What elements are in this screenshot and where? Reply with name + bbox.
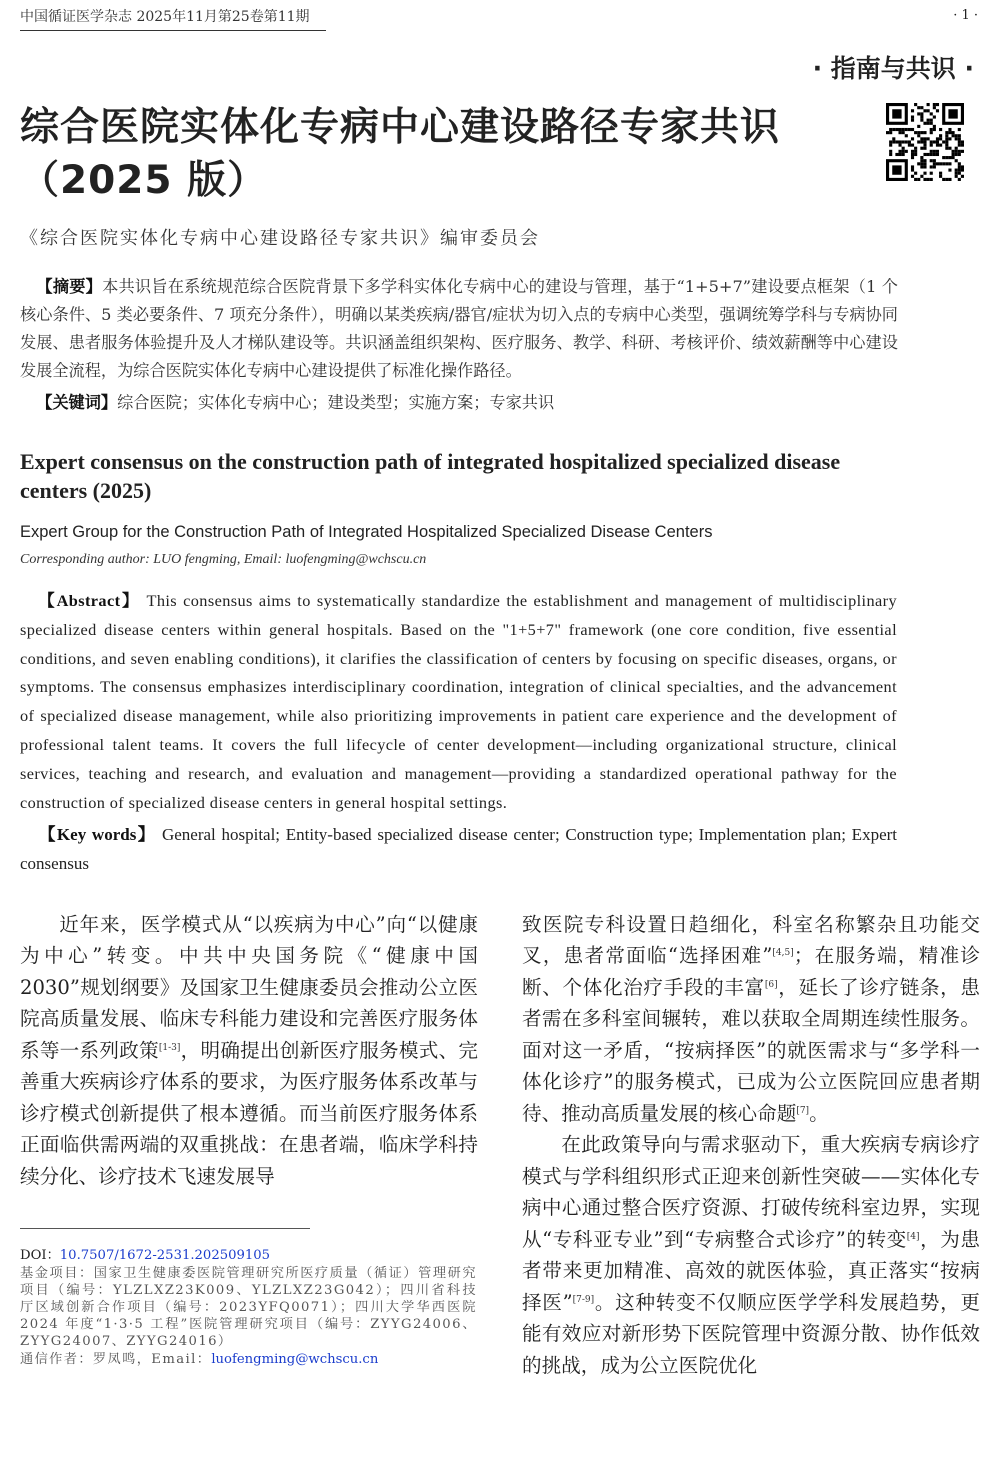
- keywords-label: 【关键词】: [36, 393, 118, 412]
- text: 致医院专科设置日趋细化，科室名称繁杂且功能交叉，患者常面临“选择困难”: [522, 912, 980, 968]
- page-number: · 1 ·: [953, 8, 978, 23]
- text: 。这种转变不仅顺应医学学科发展趋势，更能有效应对新形势下医院管理中资源分散、协作低效的挑战，成为公立医院优化: [522, 1290, 980, 1377]
- body-column-left: [20, 909, 478, 1382]
- body-paragraph: [20, 909, 478, 1193]
- text: 近年来，医学模式从“以疾病为中心”向“以健康为中心”转变。中共中央国务院《“健康中国 2030”规划纲要》及国家卫生健康委员会推动公立医院高质量发展、临床专科能力建设和完善医疗服务体系等一系列政策: [20, 912, 478, 1062]
- body-columns: [20, 909, 980, 1382]
- body-paragraph: [522, 1129, 980, 1381]
- text: 在此政策导向与需求驱动下，重大疾病专病诊疗模式与学科组织形式正迎来创新性突破——实体化专病中心通过整合医疗资源、打破传统科室边界，实现从“专科亚专业”到“专病整合式诊疗”的转变: [522, 1133, 980, 1251]
- chinese-keywords: [20, 389, 898, 417]
- citation: [7]: [796, 1105, 810, 1116]
- keywords-label-en: 【Key words】: [37, 825, 157, 845]
- keywords-text: 综合医院；实体化专病中心；建设类型；实施方案；专家共识: [117, 393, 555, 412]
- text: ，为患者带来更加精准、高效的就医体验，真正落实“按病择医”: [522, 1227, 980, 1314]
- english-keywords: [20, 821, 897, 879]
- citation: [7-9]: [572, 1294, 595, 1305]
- header-row: [20, 6, 980, 31]
- abstract-text-en: This consensus aims to systematically standardize the establishment and management of multidisciplinary specialized disease centers within general hospitals. Based on the "1+5+7" framework (one core condition, five essential conditions, and seven enabling conditions), it clarifies the classification of centers by focusing on specific diseases, organs, or symptoms. The consensus emphasizes interdisciplinary coordination, integration of clinical specialties, and the advancement of specialized disease management, while also prioritizing improvements in patient care experience and the development of professional talent teams. It covers the full lifecycle of center development—including organizational structure, clinical services, teaching and research, and evaluation and management—providing a standardized operational pathway for the construction of specialized disease centers in general hospital settings.: [20, 591, 897, 812]
- body-column-right: [522, 909, 980, 1382]
- funding-note: 基金项目：国家卫生健康委医院管理研究所医疗质量（循证）管理研究项目（编号：YLZLXZ23K009、YLZLXZ23G042）；四川省科技厅区域创新合作项目（编号：2023YFQ0071）；四川大学华西医院 2024 年度“1·3·5 工程”医院管理研究项目（编号：ZYYG24006、ZYYG24007、ZYYG24016）: [20, 1265, 477, 1350]
- doi-label: DOI：: [20, 1248, 60, 1264]
- abstract-text: 本共识旨在系统规范综合医院背景下多学科实体化专病中心的建设与管理，基于“1+5+7”建设要点框架（1 个核心条件、5 类必要条件、7 项充分条件），明确以某类疾病/器官/症状为切入点的专病中心类型，强调统筹学科与专病协同发展、患者服务体验提升及人才梯队建设等。共识涵盖组织架构、医疗服务、教学、科研、考核评价、绩效薪酬等中心建设发展全流程，为综合医院实体化专病中心建设提供了标准化操作路径。: [20, 277, 898, 380]
- citation: [4]: [906, 1231, 920, 1242]
- running-header: 中国循证医学杂志 2025年11月第25卷第11期: [20, 6, 326, 31]
- qr-code-icon: [886, 103, 964, 181]
- email-link[interactable]: luofengming@wchscu.cn: [211, 1351, 379, 1367]
- author-committee: 《综合医院实体化专病中心建设路径专家共识》编审委员会: [20, 228, 540, 249]
- body-paragraph: [522, 909, 980, 1130]
- doi-line: [20, 1247, 477, 1264]
- title-row: [20, 101, 980, 207]
- citation: [1-3]: [158, 1042, 181, 1053]
- corresponding-note: [20, 1351, 477, 1368]
- text: 。: [809, 1101, 829, 1125]
- english-title: Expert consensus on the construction path of integrated hospitalized specialized disease centers (2025): [20, 449, 841, 503]
- footnote-divider: [20, 1228, 310, 1229]
- article-title: 综合医院实体化专病中心建设路径专家共识（2025 版）: [20, 105, 781, 203]
- english-abstract: [20, 587, 897, 817]
- corr-label: 通信作者：罗凤鸣，Email：: [20, 1351, 212, 1367]
- chinese-abstract: [20, 273, 898, 385]
- text: ；在服务端，精准诊断、个体化治疗手段的丰富: [522, 944, 980, 999]
- abstract-label: 【摘要】: [36, 277, 103, 296]
- footnotes: [20, 1247, 477, 1367]
- citation: [4,5]: [772, 948, 794, 959]
- text: ，延长了诊疗链条，患者需在多科室间辗转，难以获取全周期连续性服务。面对这一矛盾，“按病择医”的就医需求与“多学科一体化诊疗”的服务模式，已成为公立医院回应患者期待、推动高质量发展的核心命题: [522, 975, 981, 1125]
- keywords-text-en: General hospital; Entity-based specialized disease center; Construction type; Implementation plan; Expert consensus: [20, 825, 898, 874]
- abstract-label-en: 【Abstract】: [36, 591, 141, 610]
- doi-link[interactable]: 10.7507/1672-2531.202509105: [59, 1248, 271, 1264]
- corresponding-author: Corresponding author: LUO fengming, Email: luofengming@wchscu.cn: [20, 552, 427, 567]
- citation: [6]: [764, 979, 778, 990]
- english-author-group: Expert Group for the Construction Path of Integrated Hospitalized Specialized Disease Centers: [20, 523, 713, 541]
- section-label: · 指南与共识 ·: [812, 54, 974, 83]
- text: ，明确提出创新医疗服务模式、完善重大疾病诊疗体系的要求，为医疗服务体系改革与诊疗模式创新提供了根本遵循。而当前医疗服务体系正面临供需两端的双重挑战：在患者端，临床学科持续分化、诊疗技术飞速发展导: [20, 1038, 479, 1188]
